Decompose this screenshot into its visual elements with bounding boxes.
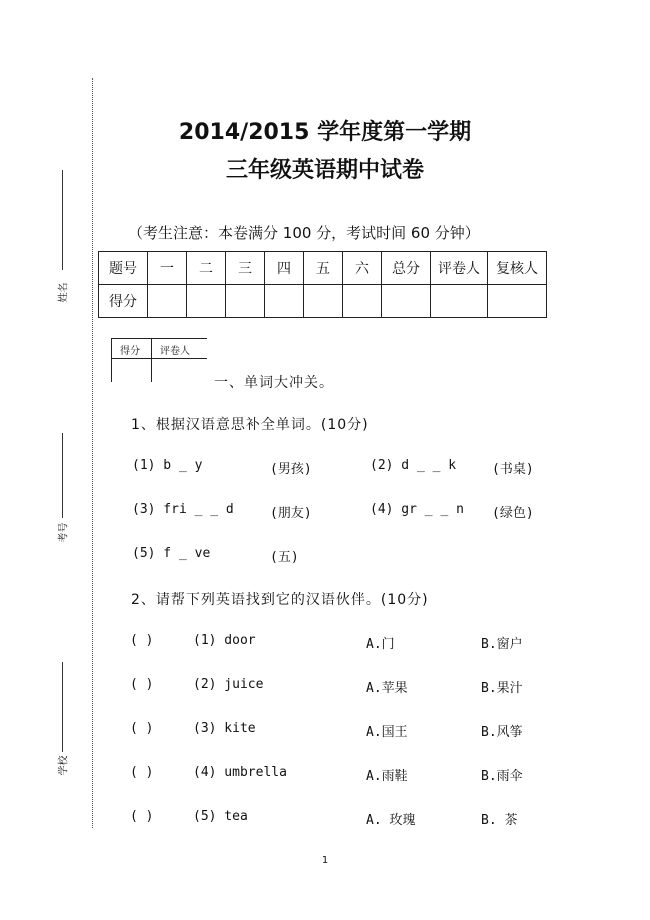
part1-item-meaning: (书桌) [492,462,534,477]
score-table-score-row [99,285,547,318]
option-a: A.门 [366,637,395,652]
option-a: A.苹果 [366,681,408,696]
part1-item-word: (4) gr _ _ n [370,502,464,517]
grader-box-grader-label: 评卷人 [160,346,190,357]
option-b: B.窗户 [481,637,523,652]
part1-item-meaning: (绿色) [492,506,534,521]
option-a: A. 玫瑰 [366,813,416,828]
score-table-cell: 题号 [99,252,148,285]
grader-box-mid-line [111,358,207,359]
option-b: B.风筝 [481,725,523,740]
part2-item-word: (5) tea [193,809,248,824]
page-number: 1 [321,855,329,866]
part1-item-word: (3) fri _ _ d [132,502,234,517]
score-table-cell: 一 [148,252,187,285]
exam-number-write-line [62,433,63,518]
part1-item-word: (5) f _ ve [132,546,211,561]
answer-blank[interactable]: ( ) [130,765,154,780]
part2-item-word: (1) door [193,633,256,648]
part2-item-word: (2) juice [193,677,264,692]
score-entry-cell[interactable] [187,285,226,318]
grader-box-top-line [111,338,207,339]
name-write-line [62,170,63,270]
part1-item-meaning: (朋友) [270,506,312,521]
sidebar-label-name: 姓名 [58,282,70,303]
part2-item-word: (3) kite [193,721,256,736]
answer-blank[interactable]: ( ) [130,809,154,824]
exam-title-line2: 三年级英语期中试卷 [225,158,424,183]
score-entry-cell[interactable] [382,285,431,318]
part1-item-word: (1) b _ y [132,458,203,473]
section1-heading: 一、单词大冲关。 [214,375,334,391]
exam-notice: （考生注意：本卷满分 100 分，考试时间 60 分钟） [128,224,480,242]
sidebar-label-school: 学校 [58,755,70,776]
grader-box-score-label: 得分 [120,346,140,357]
section-grader-box [111,338,207,382]
part2-instruction: 2、请帮下列英语找到它的汉语伙伴。(10分) [131,592,429,608]
score-table-row-label: 得分 [99,285,148,318]
score-table-cell: 评卷人 [431,252,488,285]
score-entry-cell[interactable] [226,285,265,318]
option-a: A.国王 [366,725,408,740]
sidebar-label-exam-number: 考号 [58,522,70,543]
answer-blank[interactable]: ( ) [130,721,154,736]
option-b: B.雨伞 [481,769,523,784]
option-b: B. 茶 [481,813,518,828]
score-table-cell: 六 [343,252,382,285]
part2-item-word: (4) umbrella [193,765,287,780]
score-entry-cell[interactable] [431,285,488,318]
grader-box-left-line [111,338,112,382]
exam-title-line1: 2014/2015 学年度第一学期 [178,120,472,145]
school-write-line [62,662,63,752]
binding-dotted-line [92,78,93,828]
part1-instruction: 1、根据汉语意思补全单词。(10分) [131,417,369,433]
score-table-cell: 三 [226,252,265,285]
option-b: B.果汁 [481,681,523,696]
option-a: A.雨鞋 [366,769,408,784]
grader-box-center-line [151,338,152,382]
answer-blank[interactable]: ( ) [130,633,154,648]
score-table-cell: 四 [265,252,304,285]
score-entry-cell[interactable] [488,285,547,318]
score-entry-cell[interactable] [343,285,382,318]
score-entry-cell[interactable] [304,285,343,318]
score-table [98,251,547,318]
score-table-cell: 二 [187,252,226,285]
part1-item-word: (2) d _ _ k [370,458,457,473]
answer-blank[interactable]: ( ) [130,677,154,692]
score-table-cell: 总分 [382,252,431,285]
score-table-header-row [99,252,547,285]
score-entry-cell[interactable] [148,285,187,318]
score-entry-cell[interactable] [265,285,304,318]
part1-item-meaning: (男孩) [270,462,312,477]
score-table-cell: 复核人 [488,252,547,285]
score-table-cell: 五 [304,252,343,285]
part1-item-meaning: (五) [270,550,299,565]
